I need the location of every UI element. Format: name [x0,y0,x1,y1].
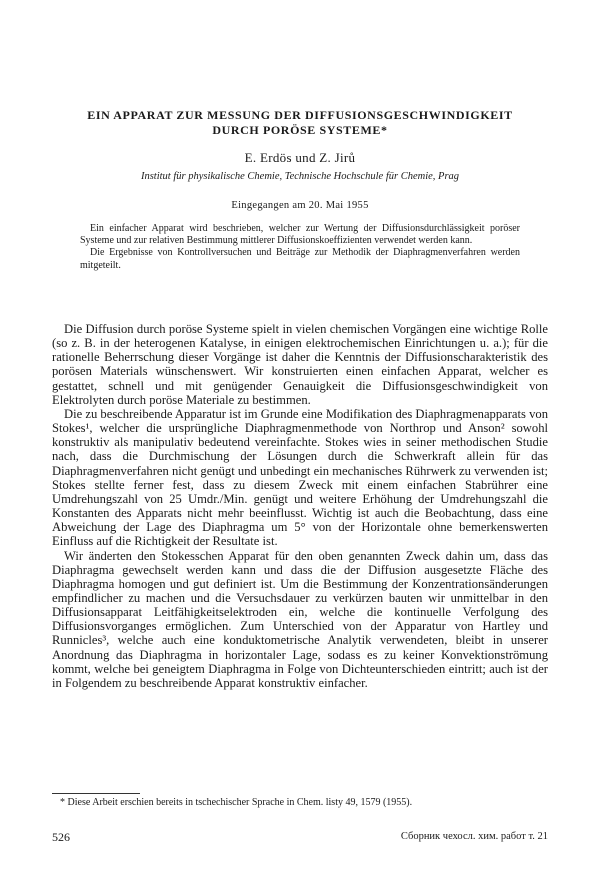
article-title [40,108,560,138]
abstract [80,223,520,272]
received-date: Eingegangen am 20. Mai 1955 [231,200,369,211]
footnote-divider [52,793,140,794]
page-number: 526 [52,830,70,844]
footnote: * Diese Arbeit erschien bereits in tschechischer Sprache in Chem. listy 49, 1579 (1955). [60,797,413,808]
title-line-2: DURCH PORÖSE SYSTEME* [212,123,388,137]
body-paragraph: Die zu beschreibende Apparatur ist im Grunde eine Modifikation des Diaphragmenapparats von Stokes¹, welcher die ursprüngliche Diaphragmenmethode von Northrop und Anson² sowohl konstruktiv als manipulativ bedeutend vereinfachte. Stokes wies in seiner methodischen Studie nach, dass die Durchmischung der Lösungen durch die Schwerkraft allein für das Diaphragmenverfahren nicht genügt und unbedingt ein mechanisches Rührwerk zu verwenden ist; Stokes stellte ferner fest, dass zu diesem Zweck mit einem einfachen Stabrührer eine Umdrehungszahl von 25 Umdr./Min. genügt und weitere Erhöhung der Umdrehungszahl die Konstanten des Apparats nicht mehr beeinflusst. Wichtig ist auch die Beobachtung, dass eine Abweichung der Lage des Diaphragma um 5° von der Horizontale ohne bemerkenswerten Einfluss auf die Richtigkeit der Resultate ist. [52,406,548,549]
body-paragraph: Die Diffusion durch poröse Systeme spielt in vielen chemischen Vorgängen eine wichtige Rolle (so z. B. in der heterogenen Katalyse, in einigen elektrochemischen Einrichtungen u. a.); für die rationelle Beherrschung dieser Vorgänge ist daher die Kenntnis der Diffusionscharakteristik des porösen Materials wünschenswert. Wir konstruierten einen einfachen Apparat, welcher es gestattet, schnell und mit genügender Genauigkeit die Diffusionsgeschwindigkeit von Elektrolyten durch poröse Materiale zu bestimmen. [52,322,548,407]
body-text [52,322,548,690]
authors: E. Erdös und Z. Jirů [244,150,356,165]
abstract-paragraph: Die Ergebnisse von Kontrollversuchen und Beiträge zur Methodik der Diaphragmenverfahren werden mitgeteilt. [80,247,520,271]
body-paragraph: Wir änderten den Stokesschen Apparat für den oben genannten Zweck dahin um, dass das Diaphragma gewechselt werden kann und dass die der Diffusion ausgesetzte Fläche des Diaphragma homogen und gut definiert ist. Um die Bestimmung der Konzentrationsänderungen empfindlicher zu machen und die Versuchsdauer zu verkürzen bauten wir unmittelbar in den Diffusionsapparat Leitfähigkeitselektroden ein, welche die kontinuelle Verfolgung des Diffusionsvorganges ermöglichen. Zum Unterschied von der Apparatur von Hartley und Runnicles³, welche auch eine konduktometrische Analytik verwendeten, bleibt in unserer Anordnung das Diaphragma in horizontaler Lage, sodass es zu keiner Konvektionströmung kommt, welche bei geneigtem Diaphragma in Folge von Dichteunterschieden eintritt; auch ist der in Folgendem zu beschreibende Apparat konstruktiv einfacher. [52,548,548,690]
journal-running-footer: Сборник чехосл. хим. работ т. 21 [400,831,548,842]
title-line-1: EIN APPARAT ZUR MESSUNG DER DIFFUSIONSGESCHWINDIGKEIT [87,108,513,122]
abstract-paragraph: Ein einfacher Apparat wird beschrieben, welcher zur Wertung der Diffusionsdurchlässigkeit poröser Systeme und zur relativen Bestimmung mittlerer Diffusionskoeffizienten verwendet werden kann. [80,223,520,247]
affiliation: Institut für physikalische Chemie, Technische Hochschule für Chemie, Prag [140,171,460,182]
